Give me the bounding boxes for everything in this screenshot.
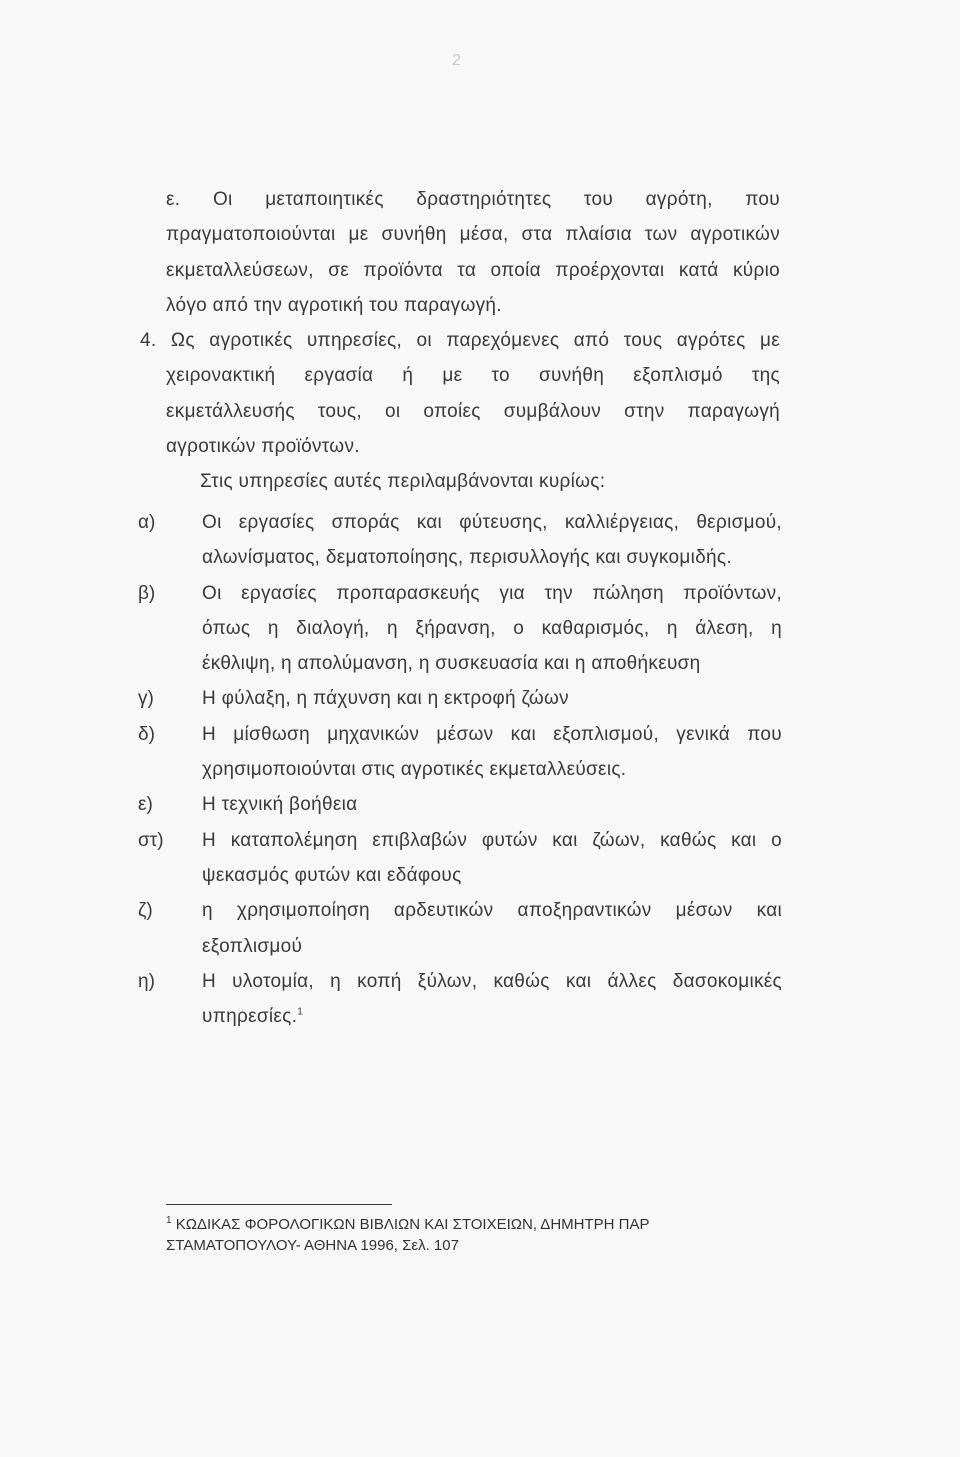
list-marker: ε) [138,794,153,816]
list-item-line: Οι εργασίες σποράς και φύτευσης, καλλιέργειας, θερισμού, [202,512,782,533]
body-text [140,182,780,500]
list-item-text: υπηρεσίες. [202,1006,298,1028]
list-item [138,893,782,964]
footnote-line [166,1214,650,1235]
list-marker: α) [138,512,156,533]
list-marker: γ) [138,688,154,710]
paragraph-line: εκμετάλλευσής τους, οι οποίες συμβάλουν στην παραγωγή [166,400,780,422]
list-item [138,576,782,682]
footnote [166,1214,650,1256]
list-item-line: όπως η διαλογή, η ξήρανση, ο καθαρισμός, η άλεση, η [202,617,782,639]
list-item-line: ψεκασμός φυτών και εδάφους [202,864,462,886]
paragraph-line: χειρονακτική εργασία ή με το συνήθη εξοπλισμό της [166,365,780,387]
footnote-text: ΣΤΑΜΑΤΟΠΟΥΛΟΥ- ΑΘΗΝΑ 1996, Σελ. 107 [166,1237,459,1254]
list-marker: στ) [138,829,164,851]
paragraph-line: πραγματοποιούνται με συνήθη μέσα, στα πλαίσια των αγροτικών [166,224,780,246]
footnote-text: ΚΩΔΙΚΑΣ ΦΟΡΟΛΟΓΙΚΩΝ ΒΙΒΛΙΩΝ ΚΑΙ ΣΤΟΙΧΕΙΩΝ, ΔΗΜΗΤΡΗ ΠΑΡ [175,1216,650,1233]
list-item-line: χρησιμοποιούνται στις αγροτικές εκμεταλλεύσεις. [202,759,627,781]
list-item [138,787,782,822]
list-item-line: αλωνίσματος, δεματοποίησης, περισυλλογής και συγκομιδής. [202,547,732,569]
list-item-line: Η τεχνική βοήθεια [202,794,358,816]
list-item [138,964,782,1035]
footnote-reference: 1 [297,1006,304,1018]
list-marker: η) [138,970,155,992]
list-item [138,717,782,788]
list-item-line [202,999,782,1034]
list-marker: ζ) [138,900,153,922]
footnote-number: 1 [166,1215,172,1226]
list-item-line: εξοπλισμού [202,935,303,957]
list-intro: Στις υπηρεσίες αυτές περιλαμβάνονται κυρίως: [200,471,606,493]
footnote-divider [166,1204,392,1205]
paragraph-line: αγροτικών προϊόντων. [166,436,360,458]
list-item-line: Η καταπολέμηση επιβλαβών φυτών και ζώων, καθώς και ο [202,829,782,851]
list-item-line: Οι εργασίες προπαρασκευής για την πώληση προϊόντων, [202,582,782,604]
list-item-line: Η φύλαξη, η πάχυνση και η εκτροφή ζώων [202,688,569,710]
list-item [138,681,782,716]
list-item-line: έκθλιψη, η απολύμανση, η συσκευασία και η αποθήκευση [202,653,701,675]
list-item-line: Η μίσθωση μηχανικών μέσων και εξοπλισμού, γενικά που [202,723,782,745]
paragraph-line: λόγο από την αγροτική του παραγωγή. [166,294,502,316]
list-marker: δ) [138,723,155,745]
list-item [138,505,782,576]
services-list [138,505,782,1034]
paragraph-line: 4. Ως αγροτικές υπηρεσίες, οι παρεχόμενες από τους αγρότες με [140,330,780,352]
list-item [138,823,782,894]
footnote-line [166,1235,650,1256]
paragraph-line: ε. Οι μεταποιητικές δραστηριότητες του αγρότη, που [166,189,780,210]
page-number-mark: 2 [452,52,461,69]
list-item-line: Η υλοτομία, η κοπή ξύλων, καθώς και άλλες δασοκομικές [202,970,782,992]
list-marker: β) [138,582,156,604]
paragraph-line: εκμεταλλεύσεων, σε προϊόντα τα οποία προέρχονται κατά κύριο [166,259,780,281]
list-item-line: η χρησιμοποίηση αρδευτικών αποξηραντικών μέσων και [202,900,782,922]
